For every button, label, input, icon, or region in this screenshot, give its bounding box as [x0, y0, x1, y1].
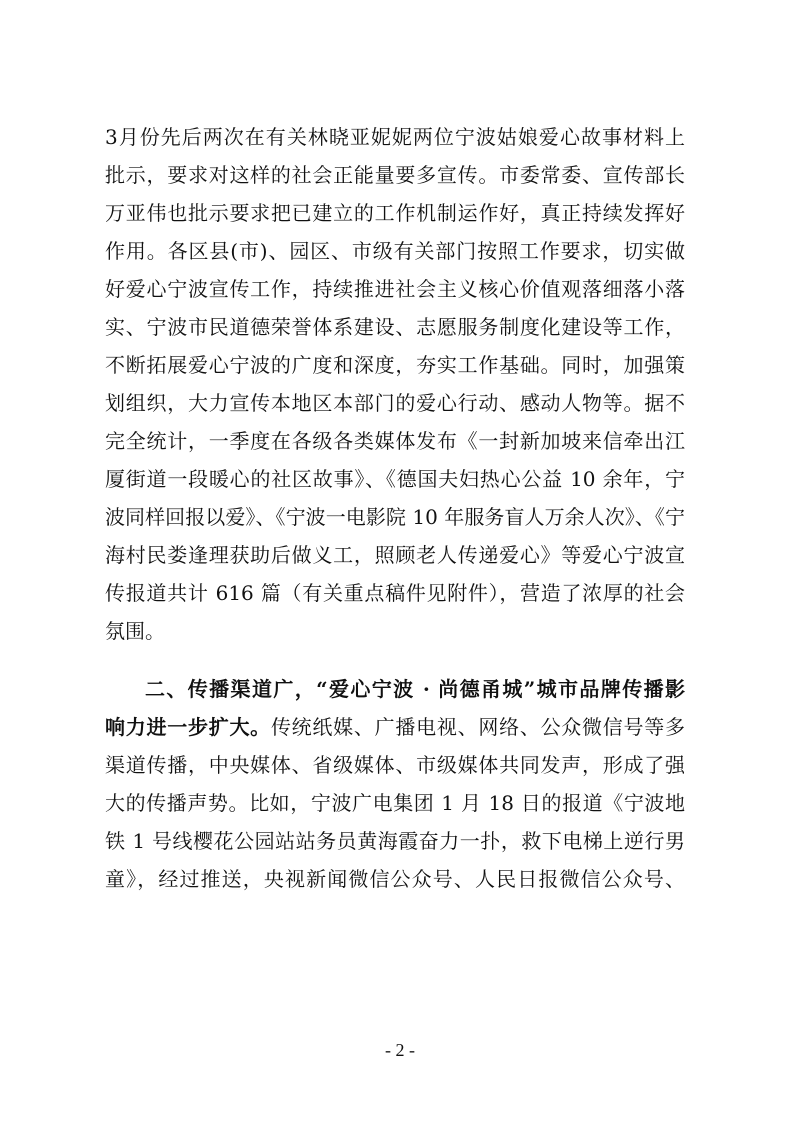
paragraph-2: [105, 670, 685, 898]
paragraph-1: [105, 118, 685, 650]
text-line: 铁 1 号线樱花公园站站务员黄海霞奋力一扑，救下电梯上逆行男: [105, 829, 685, 853]
text-line: 大的传播声势。比如，宁波广电集团 1 月 18 日的报道《宁波地: [105, 791, 685, 815]
text-line: 好爱心宁波宣传工作，持续推进社会主义核心价值观落细落小落: [105, 277, 685, 301]
text-line: 作用。各区县(市)、园区、市级有关部门按照工作要求，切实做: [105, 239, 685, 263]
section-heading-end: 响力进一步扩大。: [105, 715, 271, 739]
text-line: 实、宁波市民道德荣誉体系建设、志愿服务制度化建设等工作，: [105, 315, 685, 339]
text-line: 不断拓展爱心宁波的广度和深度，夯实工作基础。同时，加强策: [105, 353, 685, 377]
text-line: 波同样回报以爱》、《宁波一电影院 10 年服务盲人万余人次》、《宁: [105, 505, 685, 529]
text-line: 氛围。: [105, 619, 165, 643]
text-line: 童》，经过推送，央视新闻微信公众号、人民日报微信公众号、: [105, 867, 685, 891]
text-line: 万亚伟也批示要求把已建立的工作机制运作好，真正持续发挥好: [105, 201, 685, 225]
text-line: [105, 708, 685, 746]
page-number: - 2 -: [385, 1040, 415, 1060]
text-line: 传报道共计 616 篇（有关重点稿件见附件），营造了浓厚的社会: [105, 581, 685, 605]
text-line: 批示，要求对这样的社会正能量要多宣传。市委常委、宣传部长: [105, 163, 685, 187]
text-line: 3月份先后两次在有关林晓亚妮妮两位宁波姑娘爱心故事材料上: [105, 125, 685, 149]
paragraph-spacer: [105, 650, 685, 670]
section-heading: 二、传播渠道广，“爱心宁波 · 尚德甬城”城市品牌传播影: [145, 677, 685, 701]
body-text: [105, 118, 685, 898]
text-line: 渠道传播，中央媒体、省级媒体、市级媒体共同发声，形成了强: [105, 753, 685, 777]
text-line: 划组织，大力宣传本地区本部门的爱心行动、感动人物等。据不: [105, 391, 685, 415]
text-line-rest: 传统纸媒、广播电视、网络、公众微信号等多: [270, 715, 686, 739]
text-line: 海村民娄逢理获助后做义工，照顾老人传递爱心》等爱心宁波宣: [105, 543, 685, 567]
text-line: 完全统计，一季度在各级各类媒体发布《一封新加坡来信牵出江: [105, 429, 685, 453]
text-line: 厦街道一段暖心的社区故事》、《德国夫妇热心公益 10 余年，宁: [105, 467, 685, 491]
